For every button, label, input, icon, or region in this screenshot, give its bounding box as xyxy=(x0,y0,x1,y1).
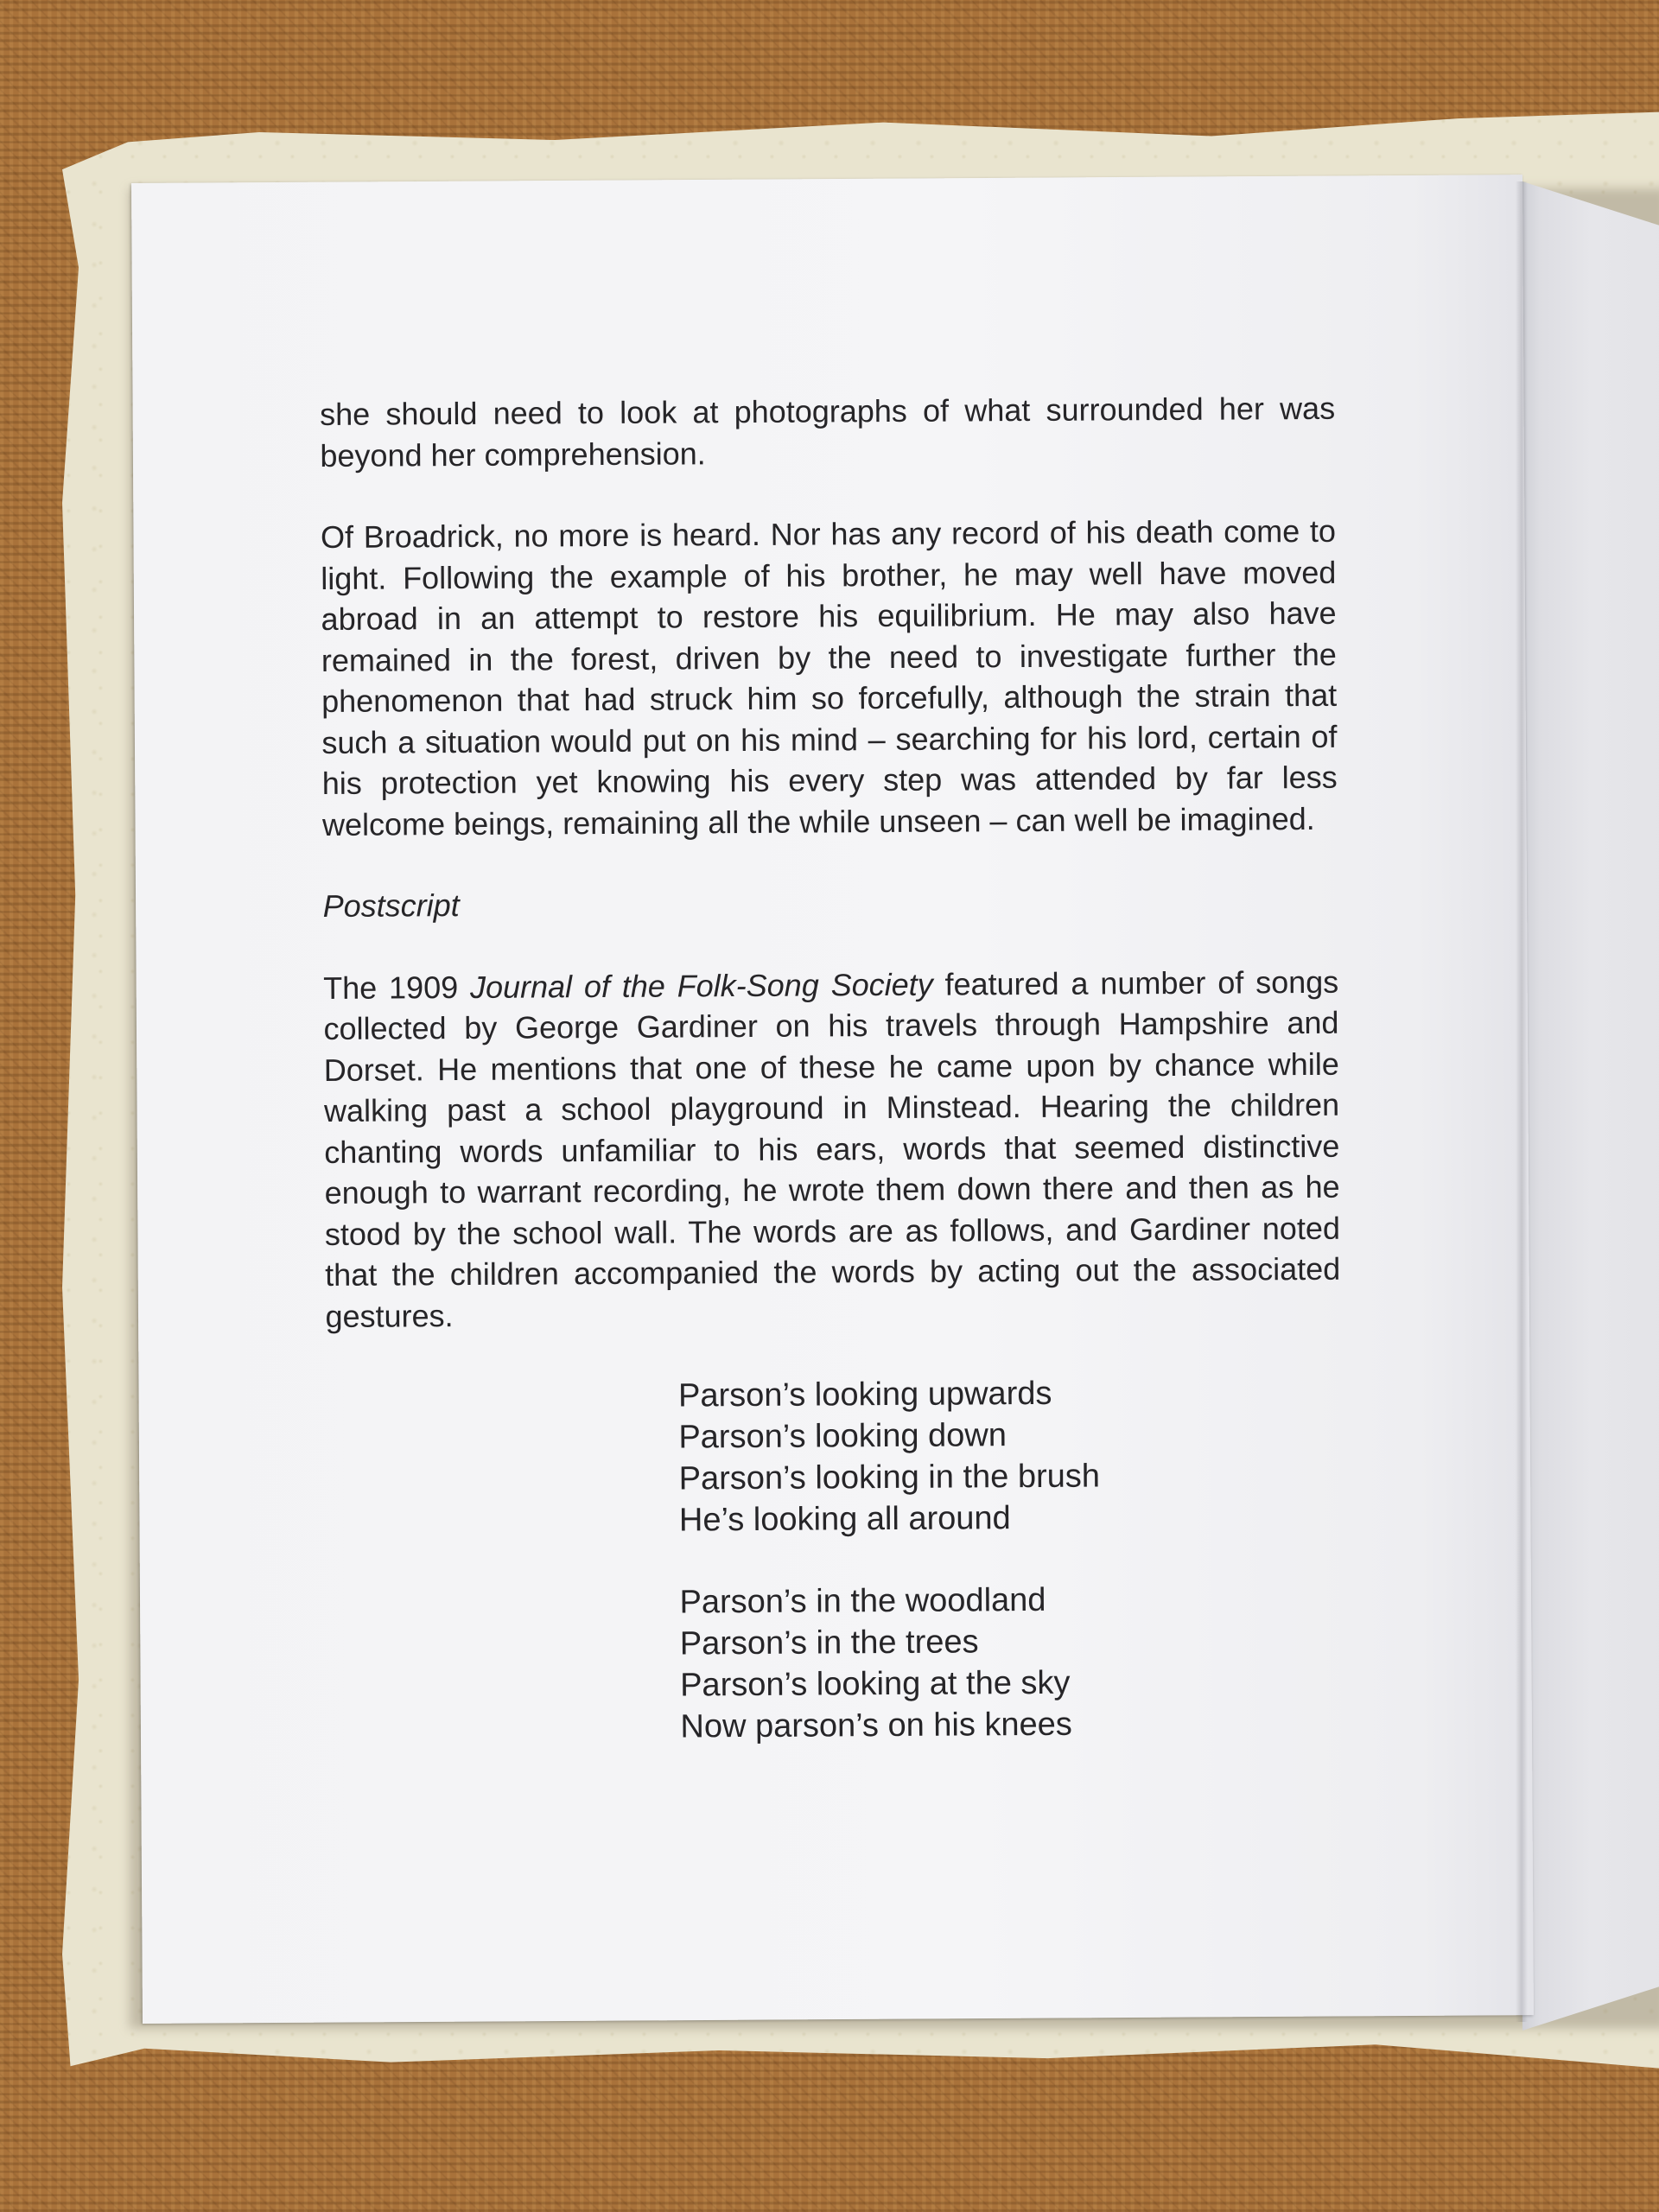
postscript-heading: Postscript xyxy=(322,887,460,924)
page-text xyxy=(320,388,1344,1790)
journal-title: Journal of the Folk-Song Society xyxy=(469,966,933,1005)
booklet-spine xyxy=(1516,181,1528,2022)
verse-line: Parson’s looking at the sky xyxy=(680,1664,1071,1704)
verse-line: Parson’s looking down xyxy=(678,1417,1007,1456)
verse-stanza-2 xyxy=(327,1578,1343,1750)
verse-stanza-1 xyxy=(326,1371,1342,1543)
verse-line: Parson’s in the trees xyxy=(679,1624,979,1662)
verse-line: He’s looking all around xyxy=(678,1500,1011,1539)
verse-line: Now parson’s on his knees xyxy=(680,1706,1073,1745)
verse-line: Parson’s looking upwards xyxy=(677,1375,1052,1414)
paragraph-journal-body: featured a number of songs collected by George Gardiner on his travels through Hampshire and Dorset. He mentions that one of these he came upon by chance while walking past a school playground in Minstead. Hearing the children chanting words unfamiliar to his ears, words that seemed distinctive enough to warrant recording, he wrote them down there and then as he stood by the school wall. The words are as follows, and Gardiner noted that the children accompanied the words by acting out the associated gestures. xyxy=(323,963,1341,1334)
verse-line: Parson’s in the woodland xyxy=(679,1581,1046,1621)
facing-page xyxy=(1522,181,1659,2031)
paragraph-continuation: she should need to look at photographs of what surrounded her was beyond her comprehension. xyxy=(320,390,1336,474)
verse-line: Parson’s looking in the brush xyxy=(678,1458,1101,1497)
paragraph-journal-intro: The 1909 xyxy=(323,969,471,1006)
paragraph-journal xyxy=(323,961,1341,1337)
paragraph-broadrick: Of Broadrick, no more is heard. Nor has any record of his death come to light. Following the example of his brother, he may well have moved abroad in an attempt to restore his equilibrium. He may also have remained in the forest, driven by the need to investigate further the phenomenon that had struck him so forcefully, although the strain that such a situation would put on his mind – searching for his lord, certain of his protection yet knowing his every step was attended by far less welcome beings, remaining all the while unseen – can well be imagined. xyxy=(320,512,1338,842)
